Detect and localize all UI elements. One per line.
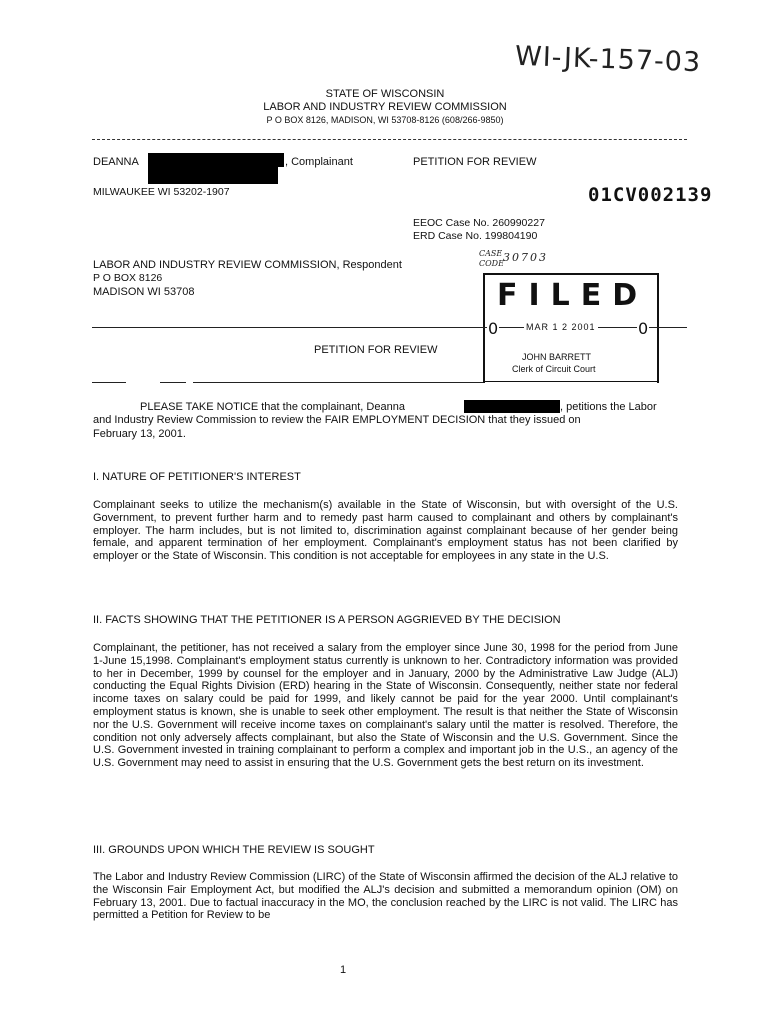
case-code-label: CODE [479, 259, 504, 268]
notice-line-1: PLEASE TAKE NOTICE that the complainant, Deanna [140, 401, 405, 413]
respondent-po-box: P O BOX 8126 [93, 272, 163, 284]
stamp-bottom-line [483, 381, 657, 382]
clerk-name: JOHN BARRETT [522, 352, 592, 362]
caption-bottom-line [92, 382, 126, 383]
case-code-label: CASE [479, 249, 503, 258]
complainant-city: MILWAUKEE WI 53202-1907 [93, 186, 230, 198]
section-body: The Labor and Industry Review Commission (LIRC) of the State of Wisconsin affirmed the decision of the ALJ relative to the Wisconsin Fair Employment Act, but modified the ALJ's decision and submitted a memorandum opinion (OM) on February 13, 2001. Due to factual inaccuracy in the MO, the conclusion reached by the LIRC is not valid. The LIRC has permitted a Petition for Review to be [93, 871, 678, 922]
page-number: 1 [340, 964, 347, 976]
letterhead-address: P O BOX 8126, MADISON, WI 53708-8126 (608/266-9850) [266, 115, 504, 125]
letterhead-state: STATE OF WISCONSIN [325, 88, 445, 100]
stamp-left-zero: 0 [488, 319, 499, 338]
case-code-value: 30703 [503, 251, 548, 264]
complainant-first-name: DEANNA [93, 156, 139, 168]
redaction-bar [464, 400, 560, 413]
section-body: Complainant seeks to utilize the mechanism(s) available in the State of Wisconsin, but with oversight of the U.S. Government, to prevent further harm and to remedy past harm caused to complainant and others by complainant's employer. The harm includes, but is not limited to, discrimination against complainant because of her gender being female, and apparent termination of her employment. Complainant's employment status has not been clarified by employer or the State of Wisconsin. This condition is not acceptable for employees in any state in the U.S. [93, 499, 678, 563]
respondent-city: MADISON WI 53708 [93, 286, 195, 298]
caption-divider [92, 327, 687, 328]
filed-stamp-text: FILED [497, 278, 649, 313]
caption-bottom-line [160, 382, 186, 383]
letterhead-agency: LABOR AND INDUSTRY REVIEW COMMISSION [263, 101, 507, 113]
section-heading: III. GROUNDS UPON WHICH THE REVIEW IS SOUGHT [93, 844, 375, 856]
section-body: Complainant, the petitioner, has not received a salary from the employer since June 30, 1998 for the period from June 1-June 15,1998. Complainant's employment status currently is unknown to her. Contradictory information was provided to her in December, 1999 by counsel for the employer and in January, 2000 by the Administrative Law Judge (ALJ) conducting the Equal Rights Division (ERD) hearing in the State of Wisconsin. Consequently, neither state nor federal income taxes on salary could be paid for 1999, and likely cannot be paid for the year 2000. Until complainant's employment status is known, she is unable to seek other employment. The result is that neither the State of Wisconsin nor the U.S. Government will receive income taxes on complainant's salary until the matter is resolved. Therefore, the condition not only adversely affects complainant, but also the State of Wisconsin and the U.S. Government. Since the U.S. Government invested in training complainant to perform a complex and important job in the U.S., an agency of the U.S. Government may need to assist in ensuring that the U.S. Government gets the best return on its investment. [93, 642, 678, 770]
circuit-case-number: 01CV002139 [588, 184, 713, 206]
caption-bottom-line [193, 382, 483, 383]
eeoc-case-number: EEOC Case No. 260990227 [413, 217, 545, 229]
letterhead-divider [92, 139, 687, 140]
erd-case-number: ERD Case No. 199804190 [413, 230, 538, 242]
notice-line-3: February 13, 2001. [93, 428, 186, 440]
petition-title: PETITION FOR REVIEW [413, 156, 537, 168]
petition-title-repeat: PETITION FOR REVIEW [314, 344, 438, 356]
handwritten-reference: WI-JK-157-03 [514, 40, 702, 79]
section-heading: II. FACTS SHOWING THAT THE PETITIONER IS A PERSON AGGRIEVED BY THE DECISION [93, 614, 561, 626]
section-heading: I. NATURE OF PETITIONER'S INTEREST [93, 471, 301, 483]
stamp-right-zero: 0 [638, 319, 649, 338]
notice-line-2: and Industry Review Commission to review the FAIR EMPLOYMENT DECISION that they issued on [93, 414, 581, 426]
complainant-role: , Complainant [285, 156, 353, 168]
respondent-name: LABOR AND INDUSTRY REVIEW COMMISSION, Respondent [93, 259, 402, 271]
stamp-date: MAR 1 2 2001 [526, 322, 596, 332]
redaction-bar [148, 165, 278, 184]
clerk-title: Clerk of Circuit Court [512, 364, 596, 374]
notice-line-1-end: , petitions the Labor [560, 401, 657, 413]
